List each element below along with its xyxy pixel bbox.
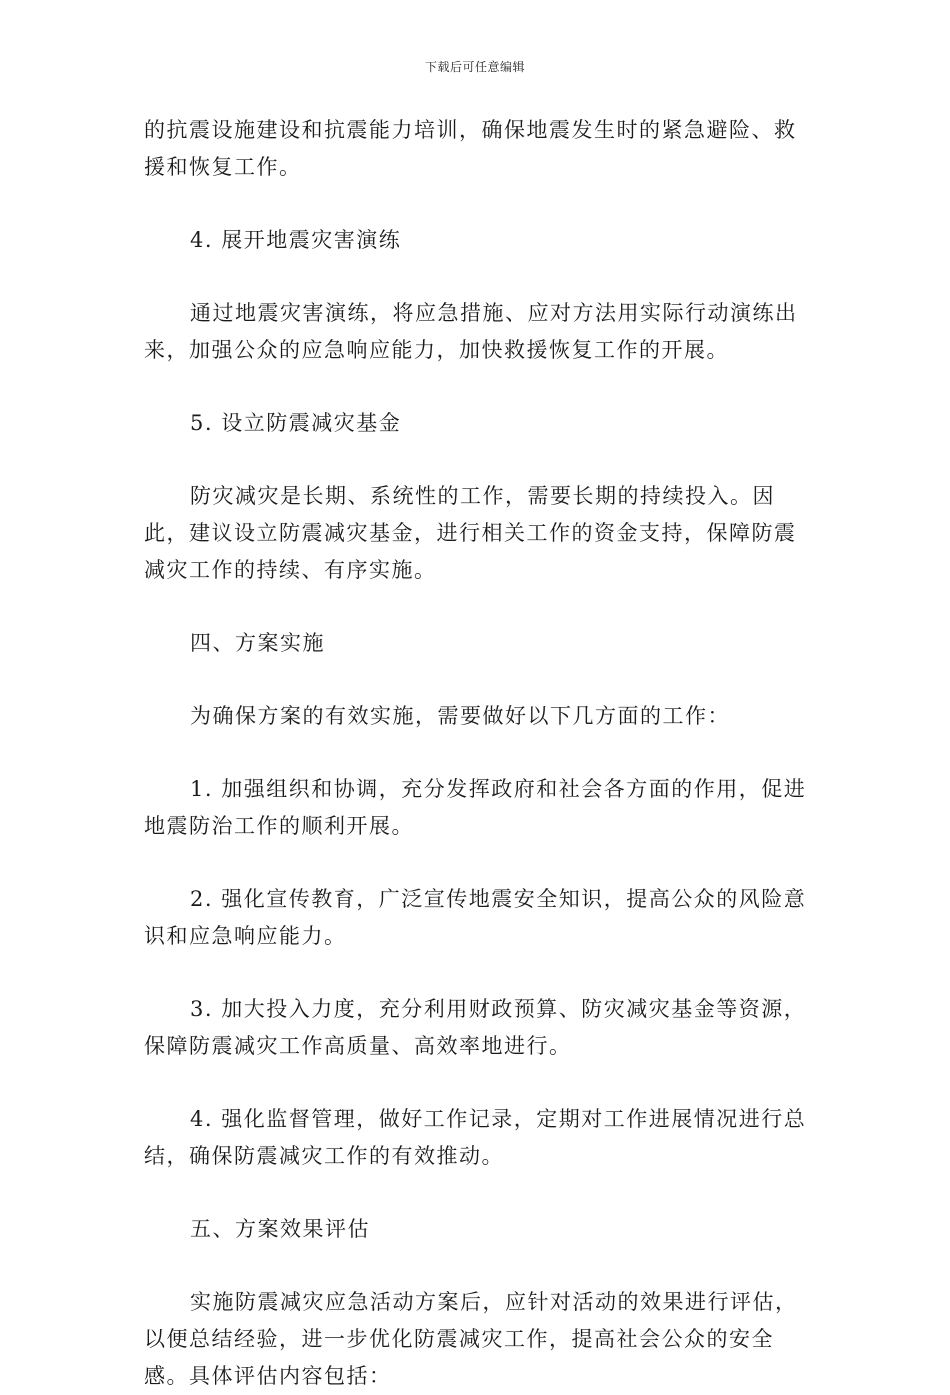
paragraph-fund: 防灾减灾是长期、系统性的工作，需要长期的持续投入。因此，建议设立防震减灾基金，进行相关工作的资金支持，保障防震减灾工作的持续、有序实施。 xyxy=(144,484,797,582)
paragraph-evaluation: 实施防震减灾应急活动方案后，应针对活动的效果进行评估，以便总结经验，进一步优化防震减灾工作，提高社会公众的安全感。具体评估内容包括： xyxy=(144,1290,798,1388)
list-item-investment: 3. 加大投入力度，充分利用财政预算、防灾减灾基金等资源，保障防震减灾工作高质量、高效率地进行。 xyxy=(144,997,807,1058)
document-body xyxy=(144,112,809,1395)
paragraph-drill: 通过地震灾害演练，将应急措施、应对方法用实际行动演练出来，加强公众的应急响应能力，加快救援恢复工作的开展。 xyxy=(144,301,798,362)
paragraph-continuation: 的抗震设施建设和抗震能力培训，确保地震发生时的紧急避险、救援和恢复工作。 xyxy=(144,118,797,179)
list-item-supervision: 4. 强化监督管理，做好工作记录，定期对工作进展情况进行总结，确保防震减灾工作的有效推动。 xyxy=(144,1107,807,1168)
list-item-organization: 1. 加强组织和协调，充分发挥政府和社会各方面的作用，促进地震防治工作的顺利开展。 xyxy=(144,777,807,838)
list-item-education: 2. 强化宣传教育，广泛宣传地震安全知识，提高公众的风险意识和应急响应能力。 xyxy=(144,887,807,948)
section-heading-implementation: 四、方案实施 xyxy=(190,631,325,655)
page-header: 下载后可任意编辑 xyxy=(424,60,525,74)
paragraph-implementation-intro: 为确保方案的有效实施，需要做好以下几方面的工作： xyxy=(190,704,730,728)
section-heading-drill: 4. 展开地震灾害演练 xyxy=(190,228,402,252)
section-heading-fund: 5. 设立防震减灾基金 xyxy=(190,411,402,435)
section-heading-evaluation: 五、方案效果评估 xyxy=(190,1217,370,1241)
